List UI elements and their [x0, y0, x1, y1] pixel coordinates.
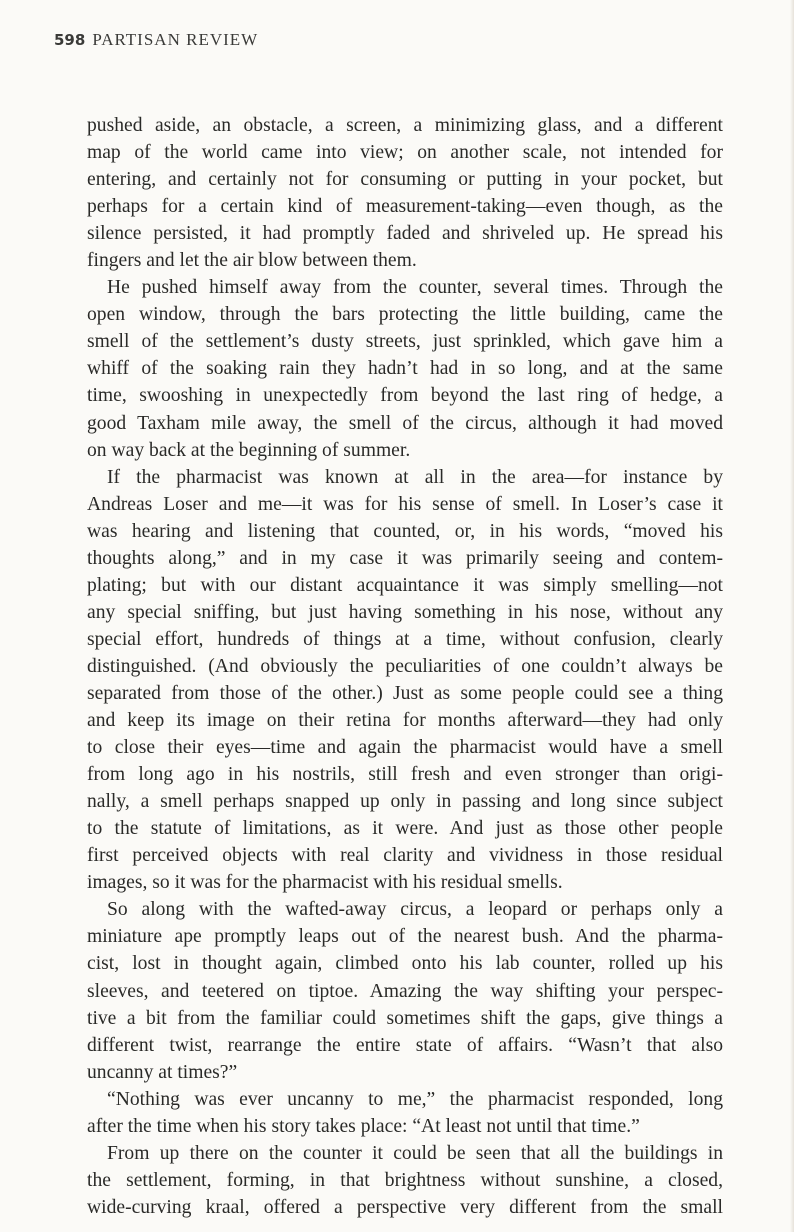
- text-line: any special sniffing, but just having something in his nose, without any: [87, 601, 723, 623]
- text-line: Andreas Loser and me—it was for his sense of smell. In Loser’s case it: [87, 493, 723, 515]
- paragraph: [87, 274, 723, 463]
- paragraph: [87, 112, 723, 274]
- text-line: from long ago in his nostrils, still fresh and even stronger than origi-: [87, 764, 723, 786]
- text-line: So along with the wafted-away circus, a leopard or perhaps only a: [107, 899, 723, 921]
- paragraph: [87, 464, 723, 897]
- text-line: He pushed himself away from the counter, several times. Through the: [107, 277, 723, 299]
- text-line: open window, through the bars protecting the little building, came the: [87, 304, 723, 326]
- text-line: nally, a smell perhaps snapped up only in passing and long since subject: [87, 791, 723, 813]
- text-line: thoughts along,” and in my case it was primarily seeing and contem-: [87, 547, 723, 569]
- text-line: pushed aside, an obstacle, a screen, a minimizing glass, and a different: [87, 115, 723, 136]
- running-header: [54, 30, 258, 50]
- paragraph: [87, 1086, 723, 1140]
- text-line: wide-curving kraal, offered a perspective very different from the small: [87, 1196, 723, 1218]
- text-line: distinguished. (And obviously the peculiarities of one couldn’t always be: [87, 655, 723, 677]
- text-line: miniature ape promptly leaps out of the nearest bush. And the pharma-: [87, 926, 723, 948]
- text-line: and keep its image on their retina for months afterward—they had only: [87, 710, 723, 732]
- article-body: [87, 112, 723, 1221]
- text-line: tive a bit from the familiar could sometimes shift the gaps, give things a: [87, 1007, 723, 1029]
- text-line: whiff of the soaking rain they hadn’t had in so long, and at the same: [87, 358, 723, 380]
- paragraph: [87, 896, 723, 1085]
- text-line: perhaps for a certain kind of measurement-taking—even though, as the: [87, 196, 723, 218]
- text-line: entering, and certainly not for consuming or putting in your pocket, but: [87, 169, 723, 191]
- text-line: sleeves, and teetered on tiptoe. Amazing the way shifting your perspec-: [87, 980, 723, 1002]
- text-line: If the pharmacist was known at all in the area—for instance by: [107, 466, 723, 488]
- text-line: separated from those of the other.) Just as some people could see a thing: [87, 682, 723, 704]
- text-line: the settlement, forming, in that brightness without sunshine, a closed,: [87, 1169, 723, 1191]
- text-line: was hearing and listening that counted, or, in his words, “moved his: [87, 520, 723, 542]
- paragraph: [87, 1140, 723, 1221]
- text-line: plating; but with our distant acquaintance it was simply smelling—not: [87, 574, 723, 596]
- text-line: different twist, rearrange the entire state of affairs. “Wasn’t that also: [87, 1034, 723, 1056]
- page-edge-shadow: [790, 0, 794, 1232]
- text-line: map of the world came into view; on another scale, not intended for: [87, 142, 723, 164]
- text-line: From up there on the counter it could be seen that all the buildings in: [107, 1142, 723, 1164]
- page-number: 598: [54, 31, 86, 49]
- text-line: fingers and let the air blow between them.: [87, 250, 417, 272]
- text-line: silence persisted, it had promptly faded and shriveled up. He spread his: [87, 223, 723, 245]
- text-line: to close their eyes—time and again the pharmacist would have a smell: [87, 737, 723, 759]
- text-line: uncanny at times?”: [87, 1061, 238, 1083]
- text-line: time, swooshing in unexpectedly from beyond the last ring of hedge, a: [87, 385, 723, 407]
- journal-title: PARTISAN REVIEW: [92, 30, 259, 49]
- text-line: after the time when his story takes place: “At least not until that time.”: [87, 1115, 640, 1137]
- text-line: special effort, hundreds of things at a time, without confusion, clearly: [87, 628, 723, 650]
- text-line: on way back at the beginning of summer.: [87, 439, 411, 461]
- text-line: to the statute of limitations, as it were. And just as those other people: [87, 818, 723, 840]
- text-line: cist, lost in thought again, climbed onto his lab counter, rolled up his: [87, 953, 723, 975]
- text-line: smell of the settlement’s dusty streets, just sprinkled, which gave him a: [87, 331, 723, 353]
- text-line: first perceived objects with real clarity and vividness in those residual: [87, 845, 723, 867]
- text-line: “Nothing was ever uncanny to me,” the pharmacist responded, long: [107, 1088, 723, 1110]
- text-line: images, so it was for the pharmacist with his residual smells.: [87, 872, 563, 894]
- text-line: good Taxham mile away, the smell of the circus, although it had moved: [87, 412, 723, 434]
